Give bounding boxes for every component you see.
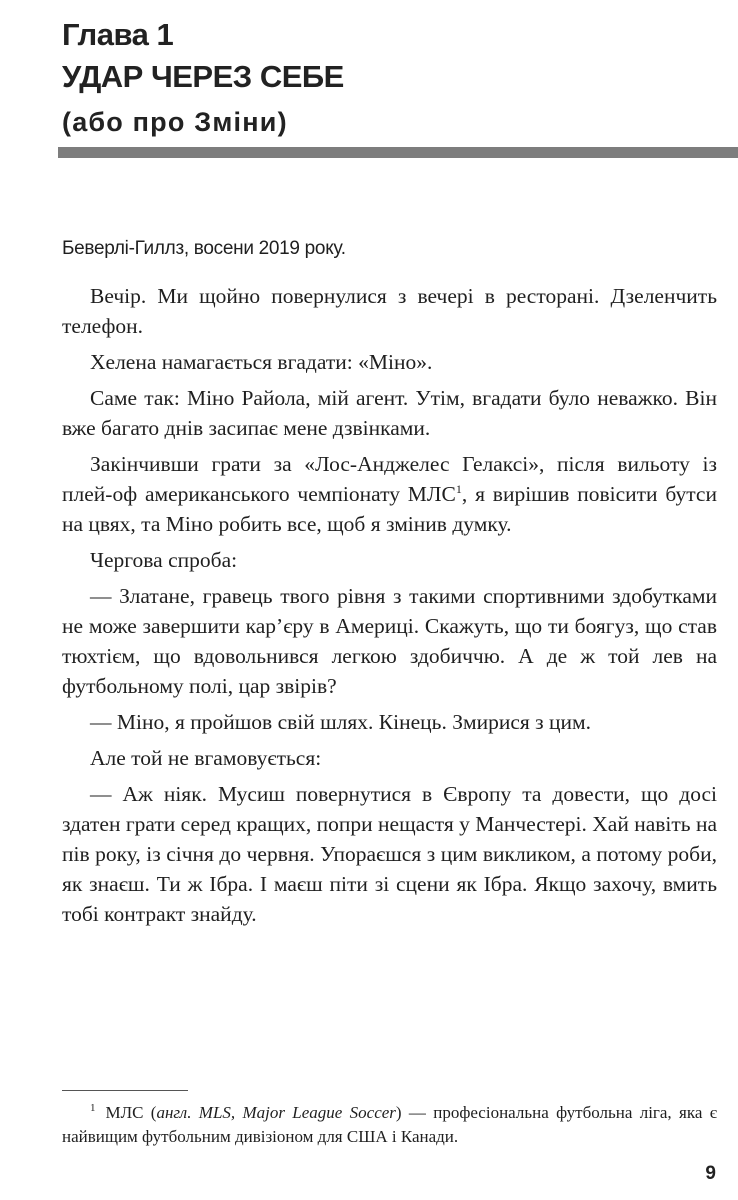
chapter-label: Глава 1 xyxy=(62,17,174,52)
paragraph-2: Хелена намагається вгадати: «Міно». xyxy=(90,350,433,374)
paragraph-1: Вечір. Ми щойно повернулися з вечері в ресторані. Дзеленчить телефон. xyxy=(62,284,717,338)
paragraph-3: Саме так: Міно Райола, мій агент. Утім, вгадати було неважко. Він вже багато днів засипає мене дзвінками. xyxy=(62,386,717,440)
body-text xyxy=(62,234,717,935)
footnote xyxy=(62,1101,717,1149)
paragraph-4 xyxy=(62,449,717,539)
footnote-marker: 1 xyxy=(90,1102,96,1115)
footnote-rest: ) — професіональна футбольна ліга, яка є найвищим футбольним дивізіоном для США і Канади. xyxy=(62,1103,717,1146)
footnote-italic: англ. MLS, Major League Soccer xyxy=(156,1103,396,1122)
paragraph-4-end: , я вирішив повісити бутси на цвях, та Міно робить все, щоб я змінив думку. xyxy=(62,482,717,536)
footnote-lead: МЛС ( xyxy=(105,1103,157,1122)
chapter-heading xyxy=(62,14,344,142)
place-date: Беверлі-Гиллз, восени 2019 року. xyxy=(62,238,346,259)
paragraph-4-start: Закінчивши грати за «Лос-Анджелес Гелаксі», після вильоту із плей-оф американського чемпіонату МЛС xyxy=(62,452,717,506)
chapter-title: УДАР ЧЕРЕЗ СЕБЕ xyxy=(62,59,344,94)
paragraph-8: Але той не вгамовується: xyxy=(90,746,322,770)
paragraph-7: — Міно, я пройшов свій шлях. Кінець. Змирися з цим. xyxy=(90,710,592,734)
chapter-subtitle: (або про Зміни) xyxy=(62,107,288,137)
heading-rule xyxy=(58,147,738,158)
paragraph-6: — Златане, гравець твого рівня з такими спортивними здобутками не може завершити кар’єру в Америці. Скажуть, що ти боягуз, що став тюхтієм, що вдовольнився легкою здобиччю. А де ж той лев на футбольному полі, цар звірів? xyxy=(62,584,717,698)
paragraph-5: Чергова спроба: xyxy=(90,548,238,572)
footnote-reference[interactable]: 1 xyxy=(455,481,462,496)
paragraph-9: — Аж ніяк. Мусиш повернутися в Європу та довести, що досі здатен грати серед кращих, попри нещастя у Манчестері. Хай навіть на пів року, із січня до червня. Упораєшся з цим викликом, а потому роби, як знаєш. Ти ж Ібра. І маєш піти зі сцени як Ібра. Якщо захочу, вмить тобі контракт знайду. xyxy=(62,782,717,926)
page-number: 9 xyxy=(705,1163,716,1184)
footnote-rule xyxy=(62,1090,188,1091)
